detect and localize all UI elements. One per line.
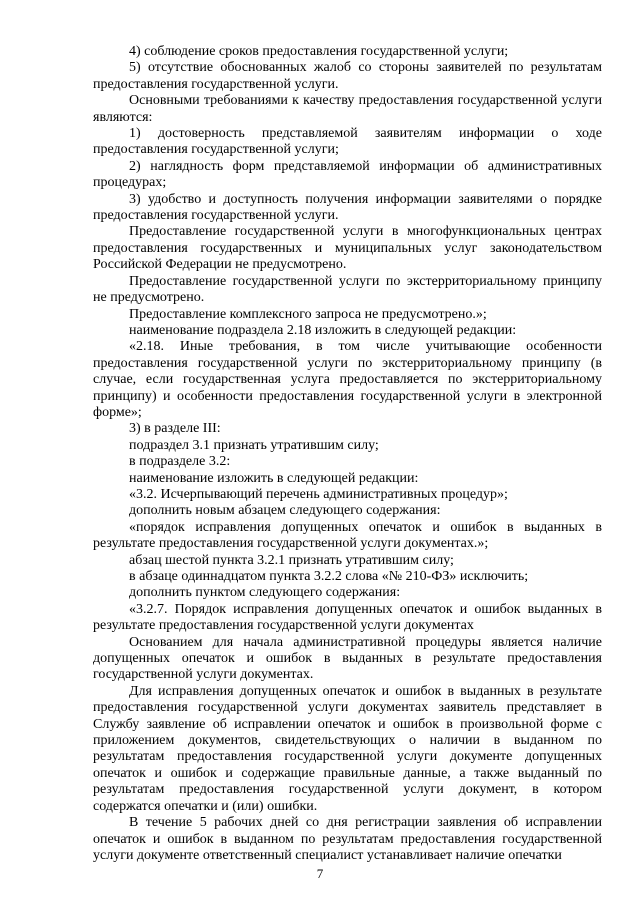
paragraph: наименование подраздела 2.18 изложить в следующей редакции: (129, 322, 517, 338)
paragraph: наименование изложить в следующей редакции: (129, 470, 419, 486)
paragraph: в абзаце одиннадцатом пункта 3.2.2 слова «№ 210-ФЗ» исключить; (129, 569, 529, 584)
paragraph: в подразделе 3.2: (129, 454, 231, 470)
page-number: 7 (316, 866, 324, 881)
paragraph: Основными требованиями к качеству предоставления государственной услуги являются: (93, 93, 602, 125)
paragraph: подраздел 3.1 признать утратившим силу; (129, 437, 379, 453)
paragraph: абзац шестой пункта 3.2.1 признать утратившим силу; (129, 552, 454, 568)
paragraph: «3.2.7. Порядок исправления допущенных опечаток и ошибок выданных в результате предоставления государственной услуги документах (93, 601, 602, 634)
paragraph: Предоставление комплексного запроса не предусмотрено.»; (129, 306, 487, 322)
paragraph: 5) отсутствие обоснованных жалоб со стороны заявителей по результатам предоставления государственной услуги. (93, 60, 602, 92)
paragraph: дополнить пунктом следующего содержания: (129, 585, 401, 601)
paragraph: Предоставление государственной услуги по экстерриториальному принципу не предусмотрено. (93, 273, 602, 306)
paragraph: В течение 5 рабочих дней со дня регистрации заявления об исправлении опечаток и ошибок в выданном по результатам предоставления государственной услуги документе ответственный специалист устанавливает наличие опечатки (93, 815, 602, 863)
paragraph: «порядок исправления допущенных опечаток и ошибок в выданных в результате предоставления государственной услуги документах.»; (93, 519, 602, 552)
paragraph: Предоставление государственной услуги в многофункциональных центрах предоставления государственных и муниципальных услуг законодательством Российской Федерации не предусмотрено. (93, 224, 602, 273)
paragraph: 3) удобство и доступность получения информации заявителями о порядке предоставления государственной услуги. (93, 191, 602, 224)
paragraph: 1) достоверность представляемой заявителям информации о ходе предоставления государственной услуги; (93, 126, 602, 158)
paragraph: дополнить новым абзацем следующего содержания: (129, 503, 441, 519)
paragraph: 3) в разделе III: (129, 421, 221, 437)
paragraph: «3.2. Исчерпывающий перечень административных процедур»; (129, 486, 508, 502)
paragraph: 4) соблюдение сроков предоставления государственной услуги; (129, 44, 509, 59)
paragraph: Основанием для начала административной процедуры является наличие допущенных опечаток и ошибок в выданных в результате предоставления государственной услуги документах. (93, 634, 602, 683)
paragraph: Для исправления допущенных опечаток и ошибок в выданных в результате предоставления государственной услуги документах заявитель представляет в Службу заявление об исправлении опечаток и ошибок в произвольной форме с приложением документов, свидетельствующих о наличии в выданном по результатам предоставления государственной услуги документе допущенных опечаток и ошибок и содержащие правильные данные, а также выданный по результатам предоставления государственной услуги документ, в котором содержатся опечатки и (или) ошибки. (93, 683, 602, 814)
paragraph: «2.18. Иные требования, в том числе учитывающие особенности предоставления государственной услуги по экстерриториальному принципу (в случае, если государственная услуга предоставляется по экстерриториальному принципу) и особенности предоставления государственной услуги в электронной форме»; (93, 339, 602, 420)
paragraph: 2) наглядность форм представляемой информации об административных процедурах; (93, 158, 602, 191)
document-body (93, 44, 602, 864)
